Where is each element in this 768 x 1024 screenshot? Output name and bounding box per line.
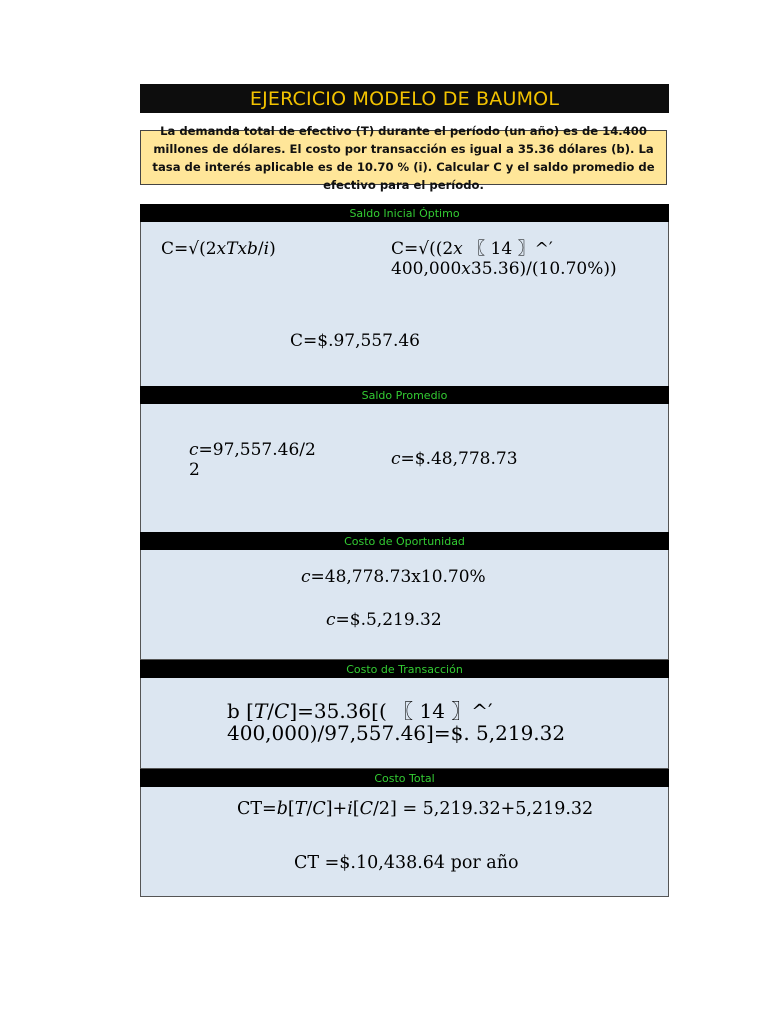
formula-transaction-line1: b [𝑇/𝐶]=35.36[( 〖 14 〗^′ xyxy=(227,699,493,723)
formula-average-line1: 𝑐=97,557.46/2 xyxy=(189,440,316,460)
formula-substituted-line2: 400,000𝑥35.36)/(10.70%)) xyxy=(391,259,617,279)
problem-statement: La demanda total de efectivo (T) durante el período (un año) es de 14.400 millones de dólares. El costo por transacción es igual a 35.36 dólares (b). La tasa de interés aplicable es de 10.70 % (i). Calcular C y el saldo promedio de efectivo para el período. xyxy=(140,130,667,185)
panel-saldo-promedio xyxy=(140,404,669,533)
result-c: C=$.97,557.46 xyxy=(290,331,420,351)
result-average: 𝑐=$.48,778.73 xyxy=(391,449,518,469)
section-header-costo-total: Costo Total xyxy=(140,769,669,787)
page-title: EJERCICIO MODELO DE BAUMOL xyxy=(140,84,669,113)
formula-average-line2: 2 xyxy=(189,460,200,480)
formula-transaction-line2: 400,000)/97,557.46]=$. 5,219.32 xyxy=(227,721,566,745)
formula-substituted-line1: C=√((2𝑥 〖 14 〗^′ xyxy=(391,239,553,259)
result-total: CT =$.10,438.64 por año xyxy=(294,853,519,873)
section-header-saldo-inicial: Saldo Inicial Óptimo xyxy=(140,204,669,222)
formula-opportunity: 𝑐=48,778.73x10.70% xyxy=(301,567,486,587)
section-header-costo-transaccion: Costo de Transacción xyxy=(140,660,669,678)
result-opportunity: 𝑐=$.5,219.32 xyxy=(326,610,442,630)
formula-total: CT=𝑏[𝑇/𝐶]+𝑖[𝐶/2] = 5,219.32+5,219.32 xyxy=(237,799,594,819)
section-header-saldo-promedio: Saldo Promedio xyxy=(140,386,669,404)
panel-costo-total xyxy=(140,787,669,897)
panel-costo-transaccion xyxy=(140,678,669,769)
section-header-costo-oportunidad: Costo de Oportunidad xyxy=(140,532,669,550)
panel-saldo-inicial xyxy=(140,222,669,387)
panel-costo-oportunidad xyxy=(140,550,669,660)
formula-general: C=√(2𝑥𝑇𝑥𝑏/𝑖) xyxy=(161,239,276,259)
